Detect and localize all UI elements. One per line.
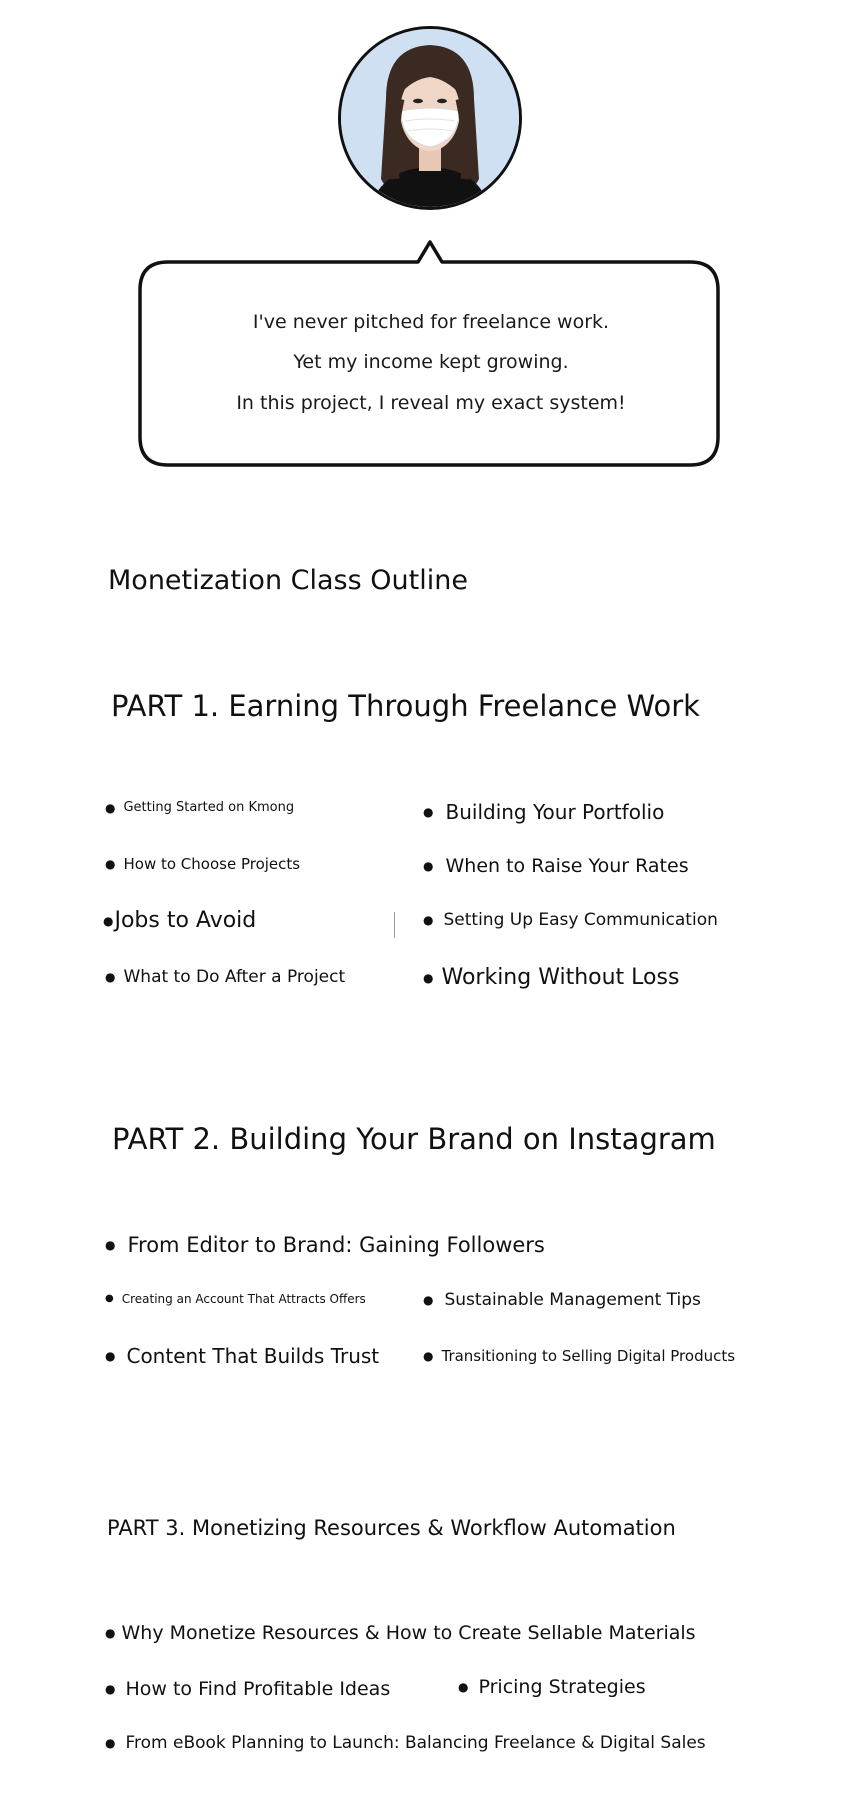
bullet-icon: ● [423, 1293, 434, 1307]
list-item: ● Why Monetize Resources & How to Create Sellable Materials [105, 1622, 696, 1644]
bullet-icon: ● [105, 1682, 116, 1696]
bullet-icon: ● [105, 970, 116, 984]
list-item: ● Setting Up Easy Communication [423, 910, 718, 930]
part2-title: PART 2. Building Your Brand on Instagram [112, 1122, 716, 1156]
bullet-icon: ● [423, 970, 434, 985]
list-item: ● Creating an Account That Attracts Offers [105, 1292, 366, 1306]
list-item: ● What to Do After a Project [105, 967, 346, 987]
list-item: ● Getting Started on Kmong [105, 800, 295, 815]
list-item: ● Transitioning to Selling Digital Products [423, 1347, 736, 1365]
list-item: ● Jobs to Avoid [103, 908, 257, 933]
column-divider [394, 912, 395, 938]
bullet-icon: ● [423, 805, 434, 819]
bullet-icon: ● [458, 1680, 469, 1694]
bullet-icon: ● [103, 913, 114, 928]
quote-line-2: Yet my income kept growing. [293, 351, 569, 373]
bullet-icon: ● [105, 1238, 116, 1252]
list-item: ● How to Choose Projects [105, 855, 301, 873]
list-item: ● Sustainable Management Tips [423, 1290, 701, 1310]
list-item: ● When to Raise Your Rates [423, 855, 689, 877]
quote-line-1: I've never pitched for freelance work. [252, 311, 610, 333]
bullet-icon: ● [423, 1349, 434, 1363]
part1-title: PART 1. Earning Through Freelance Work [111, 689, 700, 723]
list-item: ● Working Without Loss [423, 965, 680, 990]
bullet-icon: ● [105, 1293, 114, 1304]
list-item: ● Building Your Portfolio [423, 800, 665, 824]
bullet-icon: ● [423, 859, 434, 873]
list-item: ● Pricing Strategies [458, 1676, 646, 1698]
bullet-icon: ● [105, 857, 116, 871]
list-item: ● Content That Builds Trust [105, 1344, 380, 1368]
list-item: ● From eBook Planning to Launch: Balancing Freelance & Digital Sales [105, 1733, 706, 1753]
list-item: ● How to Find Profitable Ideas [105, 1678, 391, 1700]
part3-title: PART 3. Monetizing Resources & Workflow Automation [107, 1516, 676, 1540]
bullet-icon: ● [105, 1626, 116, 1640]
list-item: ● From Editor to Brand: Gaining Followers [105, 1233, 545, 1257]
bullet-icon: ● [105, 1736, 116, 1750]
bullet-icon: ● [105, 800, 116, 815]
outline-title: Monetization Class Outline [108, 565, 468, 596]
bullet-icon: ● [423, 913, 434, 927]
quote-line-3: In this project, I reveal my exact system! [236, 392, 626, 414]
bullet-icon: ● [105, 1349, 116, 1363]
